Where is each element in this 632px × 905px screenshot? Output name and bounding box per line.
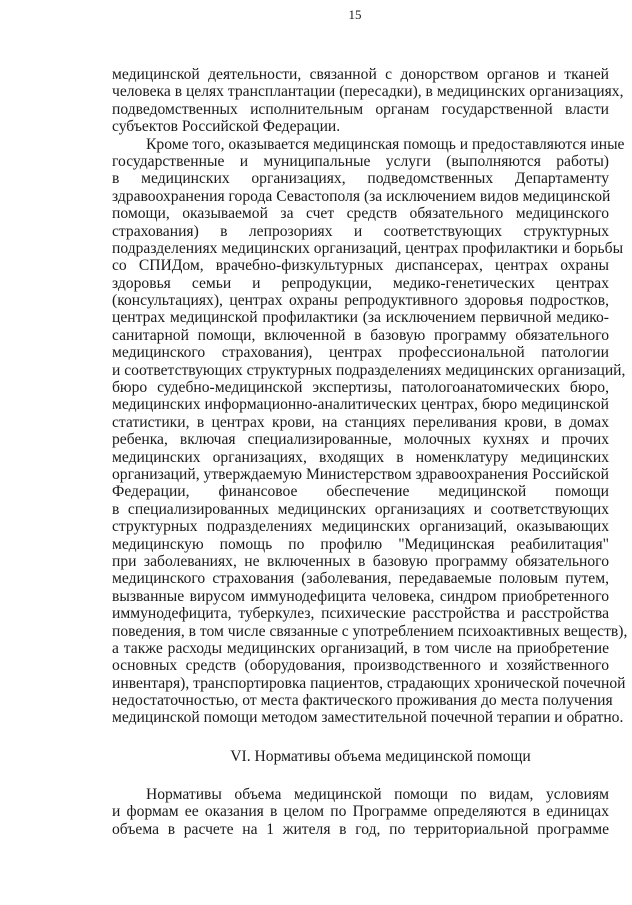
text-line: медицинской помощи методом заместительной почечной терапии и обратно. [112,709,624,727]
text-line: субъектов Российской Федерации. [112,118,341,136]
text-line: подведомственных исполнительным органам государственной власти [112,100,609,118]
text-line: иммунодефицита, туберкулез, психические расстройства и расстройства [112,605,609,623]
text-line: подразделениях медицинских организаций, центрах профилактики и борьбы [112,239,624,257]
section-paragraph [112,786,609,838]
text-line: Кроме того, оказывается медицинская помощь и предоставляются иные [146,135,625,153]
text-line: медицинскую помощь по профилю "Медицинская реабилитация" [112,535,609,553]
text-line: в медицинских организациях, подведомственных Департаменту [112,170,609,188]
text-line: бюро судебно-медицинской экспертизы, патологоанатомических бюро, [112,379,609,397]
text-line: человека в целях трансплантации (пересадки), в медицинских организациях, [112,83,624,101]
text-line: медицинского страхования (заболевания, передаваемые половым путем, [112,570,609,588]
text-line: недостаточностью, от места фактического проживания до места получения [112,692,613,710]
text-line: в специализированных медицинских организациях и соответствующих [112,500,609,518]
text-line: (консультациях), центрах охраны репродуктивного здоровья подростков, [112,292,609,310]
text-line: объема в расчете на 1 жителя в год, по территориальной программе [112,820,609,838]
text-line: поведения, в том числе связанные с употреблением психоактивных веществ), [112,622,628,640]
section-heading: VI. Нормативы объема медицинской помощи [230,748,531,765]
text-line: страхования) в лепрозориях и соответствующих структурных [112,222,609,240]
text-line: помощи, оказываемой за счет средств обязательного медицинского [112,205,609,223]
text-line: вызванные вирусом иммунодефицита человека, синдром приобретенного [112,587,609,605]
text-line: статистики, в центрах крови, на станциях переливания крови, в домах [112,413,609,431]
text-line: медицинской деятельности, связанной с донорством органов и тканей [112,66,609,83]
text-line: Федерации, финансовое обеспечение медицинской помощи [112,483,609,501]
text-line: со СПИДом, врачебно-физкультурных диспансерах, центрах охраны [112,257,609,275]
text-line: а также расходы медицинских организаций, в том числе на приобретение [112,639,609,657]
text-line: при заболеваниях, не включенных в базовую программу обязательного [112,552,609,570]
text-line: здоровья семьи и репродукции, медико-генетических центрах [112,274,609,292]
text-line: государственные и муниципальные услуги (выполняются работы) [112,152,609,170]
text-line: санитарной помощи, включенной в базовую программу обязательного [112,326,609,344]
text-line: структурных подразделениях медицинских организаций, оказывающих [112,518,609,536]
text-line: медицинских организациях, входящих в номенклатуру медицинских [112,448,609,466]
text-line: и формам ее оказания в целом по Программе определяются в единицах [112,803,609,821]
text-line: основных средств (оборудования, производственного и хозяйственного [112,657,609,675]
text-line: ребенка, включая специализированные, молочных кухнях и прочих [112,431,609,449]
text-line: медицинских информационно-аналитических центрах, бюро медицинской [112,396,609,414]
text-line: организаций, утверждаемую Министерством здравоохранения Российской [112,465,609,483]
text-line: и соответствующих структурных подразделениях медицинских организаций, [112,361,626,379]
text-line: здравоохранения города Севастополя (за исключением видов медицинской [112,187,611,205]
text-line: медицинского страхования), центрах профессиональной патологии [112,344,609,362]
text-line: центрах медицинской профилактики (за исключением первичной медико- [112,309,609,327]
body-text [112,66,628,727]
page-number: 15 [348,7,362,22]
text-line: Нормативы объема медицинской помощи по видам, условиям [146,786,609,803]
text-line: инвентаря), транспортировка пациентов, страдающих хронической почечной [112,674,626,692]
